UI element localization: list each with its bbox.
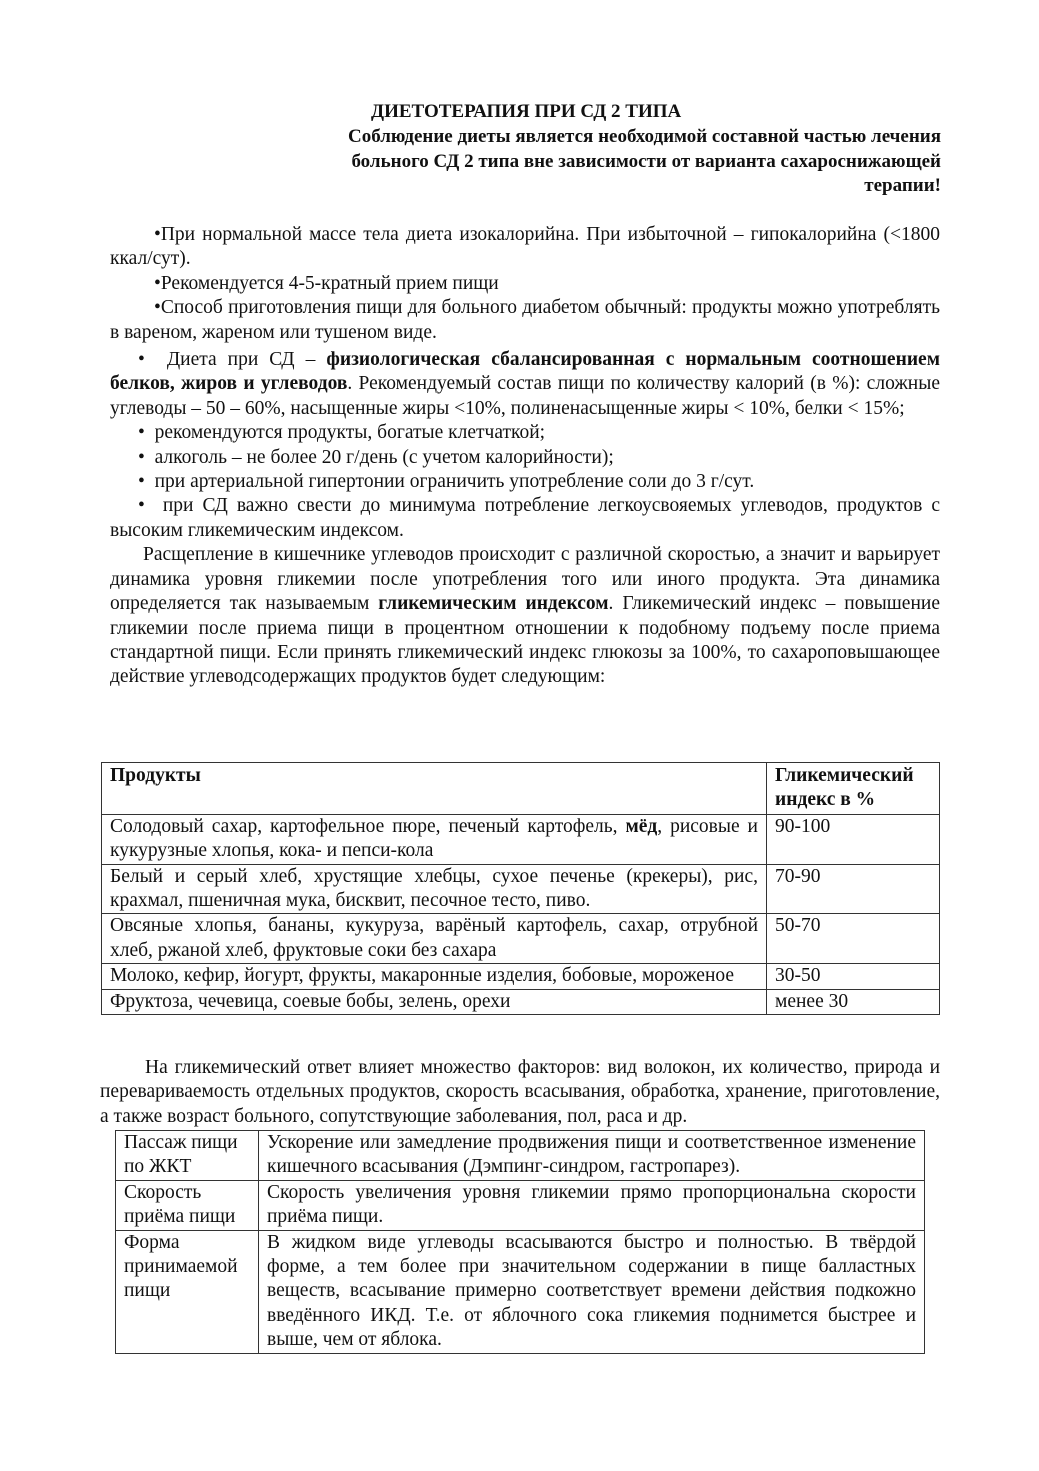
table-row (102, 914, 940, 964)
bullet-text: При нормальной массе тела диета изокалорийна. При избыточной – гипокалорийна (<1800 ккал/сут). (110, 224, 940, 270)
table-row (102, 864, 940, 914)
index-cell: 50-70 (767, 914, 940, 964)
index-cell: менее 30 (767, 989, 940, 1014)
bullet-text: . Рекомендуемый состав пищи по количеству калорий (в %): сложные углеводы – 50 – 60%, насыщенные жиры <10%, полиненасыщенные жиры < 10%, белки < 15%; (110, 373, 940, 419)
factor-cell: Форма принимаемой пищи (116, 1230, 259, 1353)
description-cell: Ускорение или замедление продвижения пищи и соответственное изменение кишечного всасывания (Дэмпинг-синдром, гастропарез). (259, 1131, 925, 1181)
bullet-text: при артериальной гипертонии ограничить употребление соли до 3 г/сут. (154, 471, 755, 493)
body-text (110, 223, 940, 690)
factors-table (115, 1130, 925, 1354)
paragraph: На гликемический ответ влияет множество факторов: вид волокон, их количество, природа и перевариваемость отдельных продуктов, скорость всасывания, обработка, хранение, приготовление, а также возраст больного, сопутствующие заболевания, пол, раса и др. (100, 1057, 940, 1127)
column-header-index: Гликемический индекс в % (767, 763, 940, 815)
index-cell: 70-90 (767, 864, 940, 914)
description-cell: В жидком виде углеводы всасываются быстро и полностью. В твёрдой форме, а тем более при значительном содержании в пище балластных веществ, всасывание примерно соответствует времени действия подкожно введённого ИКД. Т.е. от яблочного сока гликемия поднимется быстрее и выше, чем от яблока. (259, 1230, 925, 1353)
bullet-text: Диета при СД – (166, 349, 327, 371)
column-header-products: Продукты (102, 763, 767, 815)
paragraph-text: Расщепление в кишечнике углеводов происходит с различной скоростью, а значит и варьирует динамика уровня гликемии после употребления того или иного продукта. Эта динамика определяется так называемым (110, 544, 940, 615)
bullet-item: •Способ приготовления пищи для больного диабетом обычный: продукты можно употреблять в вареном, жареном или тушеном виде. (110, 297, 940, 343)
table-row (102, 964, 940, 989)
cell-text: Солодовый сахар, картофельное пюре, печеный картофель, (110, 815, 626, 837)
bullet-text: при СД важно свести до минимума потребление легкоусвояемых углеводов, продуктов с высоким гликемическим индексом. (110, 495, 940, 541)
bullet-item: • при артериальной гипертонии ограничить употребление соли до 3 г/сут. (138, 471, 755, 493)
bullet-item: •При нормальной массе тела диета изокалорийна. При избыточной – гипокалорийна (<1800 ккал/сут). (110, 224, 940, 270)
table-header-row (102, 763, 940, 815)
table-row (116, 1180, 925, 1230)
index-cell: 90-100 (767, 814, 940, 864)
page-title: ДИЕТОТЕРАПИЯ ПРИ СД 2 ТИПА (371, 101, 682, 122)
bullet-text: алкоголь – не более 20 г/день (с учетом калорийности); (154, 446, 614, 468)
paragraph-bold-text: гликемическим индексом (378, 593, 609, 615)
table-row (102, 814, 940, 864)
bullet-text: рекомендуются продукты, богатые клетчаткой; (154, 422, 546, 444)
bullet-item: • алкоголь – не более 20 г/день (с учетом калорийности); (138, 446, 614, 468)
cell-bold-text: мёд (625, 815, 658, 837)
bullet-text: Способ приготовления пищи для больного диабетом обычный: продукты можно употреблять в вареном, жареном или тушеном виде. (110, 297, 940, 343)
products-cell: Молоко, кефир, йогурт, фрукты, макаронные изделия, бобовые, мороженое (102, 964, 767, 989)
factor-cell: Пассаж пищи по ЖКТ (116, 1131, 259, 1181)
page-subtitle: Соблюдение диеты является необходимой составной частью лечения больного СД 2 типа вне зависимости от варианта сахароснижающей терапии! (348, 126, 941, 197)
paragraph-text: . Гликемический индекс – повышение гликемии после приема пищи в процентном отношении к подобному подъему после приема стандартной пищи. Если принять гликемический индекс глюкозы за 100%, то сахароповышающее действие углеводсодержащих продуктов будет следующим: (110, 593, 940, 688)
glycemic-index-table (101, 762, 940, 1015)
bullet-item: • Диета при СД – физиологическая сбалансированная с нормальным соотношением белков, жиров и углеводов. Рекомендуемый состав пищи по количеству калорий (в %): сложные углеводы – 50 – 60%, насыщенные жиры <10%, полиненасыщенные жиры < 10%, белки < 15%; (110, 349, 940, 419)
cell-text: , рисовые и кукурузные хлопья, кока- и пепси-кола (110, 815, 758, 862)
bullet-item: •Рекомендуется 4-5-кратный прием пищи (154, 272, 499, 294)
products-cell: Фруктоза, чечевица, соевые бобы, зелень, орехи (102, 989, 767, 1014)
index-cell: 30-50 (767, 964, 940, 989)
bullet-text: Рекомендуется 4-5-кратный прием пищи (160, 272, 499, 294)
bullet-bold-text: физиологическая сбалансированная с нормальным соотношением белков, жиров и углеводов (110, 349, 940, 395)
table-row (102, 989, 940, 1014)
table-row (116, 1131, 925, 1181)
products-cell: Белый и серый хлеб, хрустящие хлебцы, сухое печенье (крекеры), рис, крахмал, пшеничная мука, бисквит, песочное тесто, пиво. (102, 864, 767, 914)
products-cell (102, 814, 767, 864)
factor-cell: Скорость приёма пищи (116, 1180, 259, 1230)
paragraph (110, 543, 940, 689)
table-row (116, 1230, 925, 1353)
bullet-item: • рекомендуются продукты, богатые клетчаткой; (138, 422, 546, 444)
description-cell: Скорость увеличения уровня гликемии прямо пропорциональна скорости приёма пищи. (259, 1180, 925, 1230)
products-cell: Овсяные хлопья, бананы, кукуруза, варёный картофель, сахар, отрубной хлеб, ржаной хлеб, фруктовые соки без сахара (102, 914, 767, 964)
bullet-item: • при СД важно свести до минимума потребление легкоусвояемых углеводов, продуктов с высоким гликемическим индексом. (110, 495, 940, 541)
